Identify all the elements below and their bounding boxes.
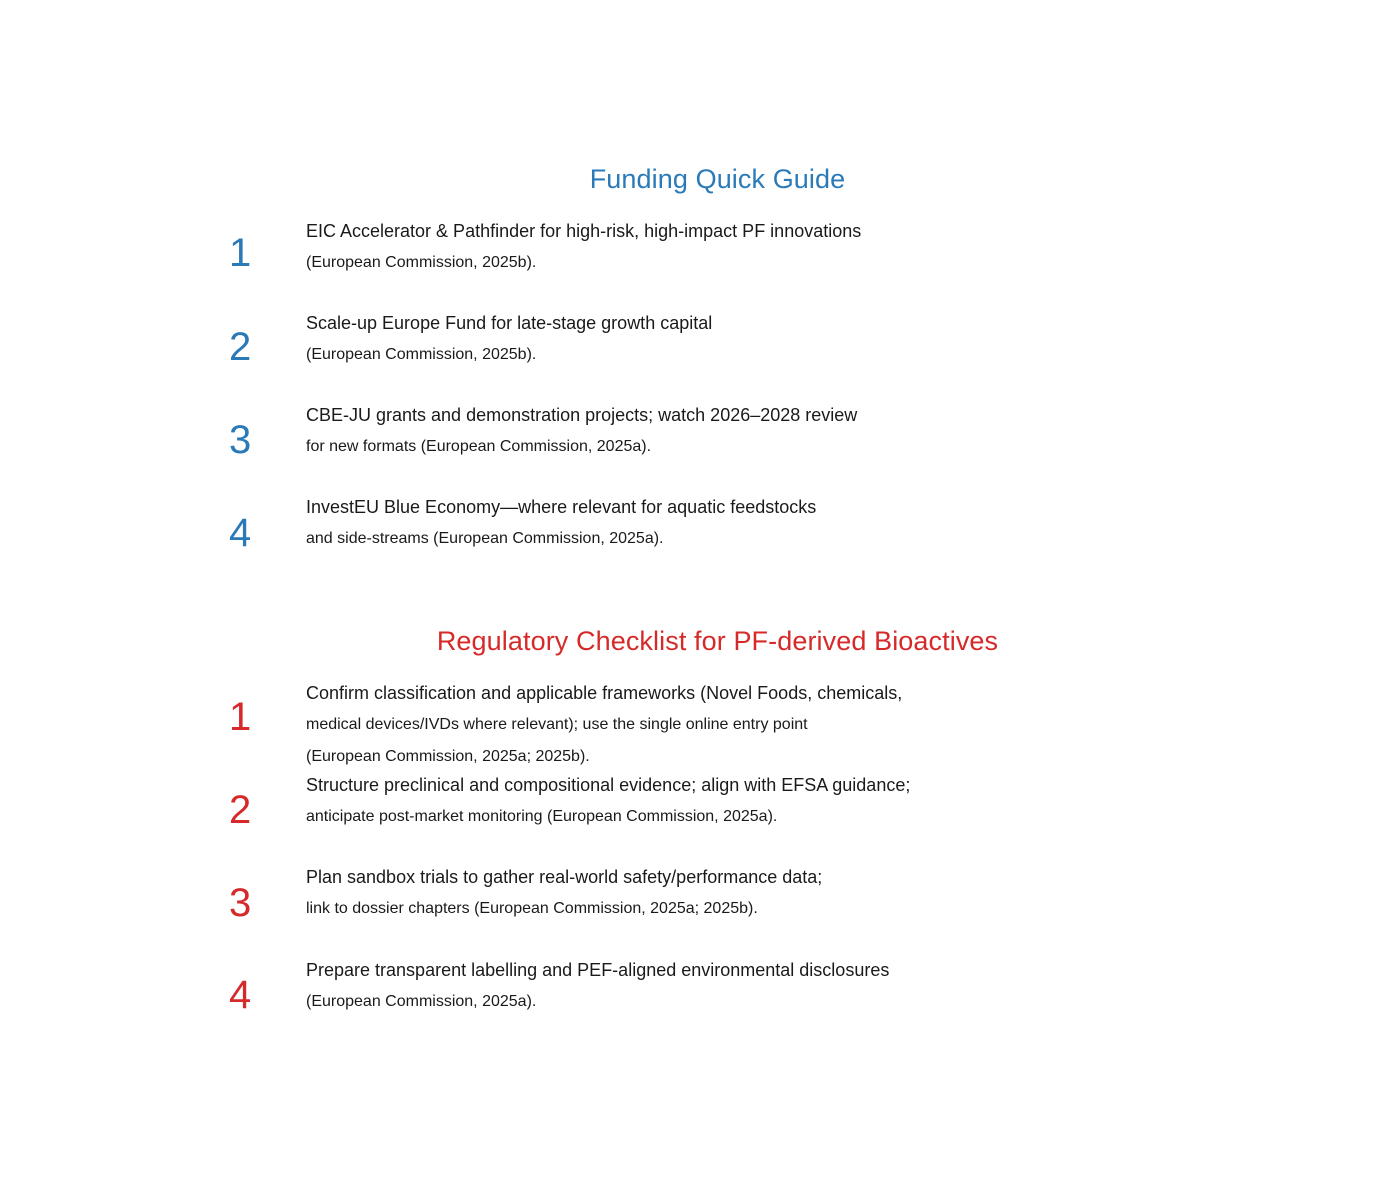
item-line: InvestEU Blue Economy—where relevant for aquatic feedstocks (306, 497, 817, 517)
item-line: for new formats (European Commission, 2025a). (306, 438, 652, 455)
regulatory-item-text (306, 677, 1006, 773)
funding-item-4 (0, 491, 1400, 581)
funding-item-text (306, 215, 1006, 279)
funding-item-number: 1 (229, 231, 252, 275)
item-line: link to dossier chapters (European Commission, 2025a; 2025b). (306, 900, 758, 917)
funding-item-text (306, 491, 1006, 555)
item-line: Scale-up Europe Fund for late-stage growth capital (306, 313, 713, 333)
funding-item-3 (0, 399, 1400, 489)
regulatory-item-3 (0, 861, 1400, 951)
regulatory-item-number: 1 (229, 695, 252, 739)
item-line: medical devices/IVDs where relevant); use the single online entry point (306, 716, 808, 733)
item-line: Prepare transparent labelling and PEF-aligned environmental disclosures (306, 960, 890, 980)
funding-section-title: Funding Quick Guide (589, 164, 846, 194)
regulatory-item-text (306, 954, 1006, 1018)
item-line: anticipate post-market monitoring (European Commission, 2025a). (306, 808, 778, 825)
regulatory-item-1 (0, 677, 1400, 773)
regulatory-item-4 (0, 954, 1400, 1044)
item-line: EIC Accelerator & Pathfinder for high-risk, high-impact PF innovations (306, 221, 862, 241)
regulatory-section-title: Regulatory Checklist for PF-derived Bioactives (436, 626, 999, 656)
funding-item-1 (0, 215, 1400, 305)
funding-item-number: 2 (229, 325, 252, 369)
item-citation: (European Commission, 2025a; 2025b). (306, 748, 590, 765)
funding-item-text (306, 307, 1006, 371)
funding-item-number: 3 (229, 418, 252, 462)
regulatory-item-number: 4 (229, 973, 252, 1017)
item-line: CBE-JU grants and demonstration projects; watch 2026–2028 review (306, 405, 858, 425)
regulatory-item-number: 3 (229, 881, 252, 925)
item-line: Plan sandbox trials to gather real-world safety/performance data; (306, 867, 823, 887)
funding-item-2 (0, 307, 1400, 397)
item-line: Confirm classification and applicable frameworks (Novel Foods, chemicals, (306, 683, 903, 703)
regulatory-item-number: 2 (229, 788, 252, 832)
funding-item-text (306, 399, 1006, 463)
regulatory-item-text (306, 861, 1006, 925)
item-citation: (European Commission, 2025b). (306, 254, 537, 271)
item-line: Structure preclinical and compositional evidence; align with EFSA guidance; (306, 775, 911, 795)
item-citation: (European Commission, 2025b). (306, 346, 537, 363)
regulatory-item-2 (0, 769, 1400, 859)
regulatory-item-text (306, 769, 1006, 833)
item-line: and side-streams (European Commission, 2025a). (306, 530, 664, 547)
funding-item-number: 4 (229, 511, 252, 555)
item-citation: (European Commission, 2025a). (306, 993, 537, 1010)
